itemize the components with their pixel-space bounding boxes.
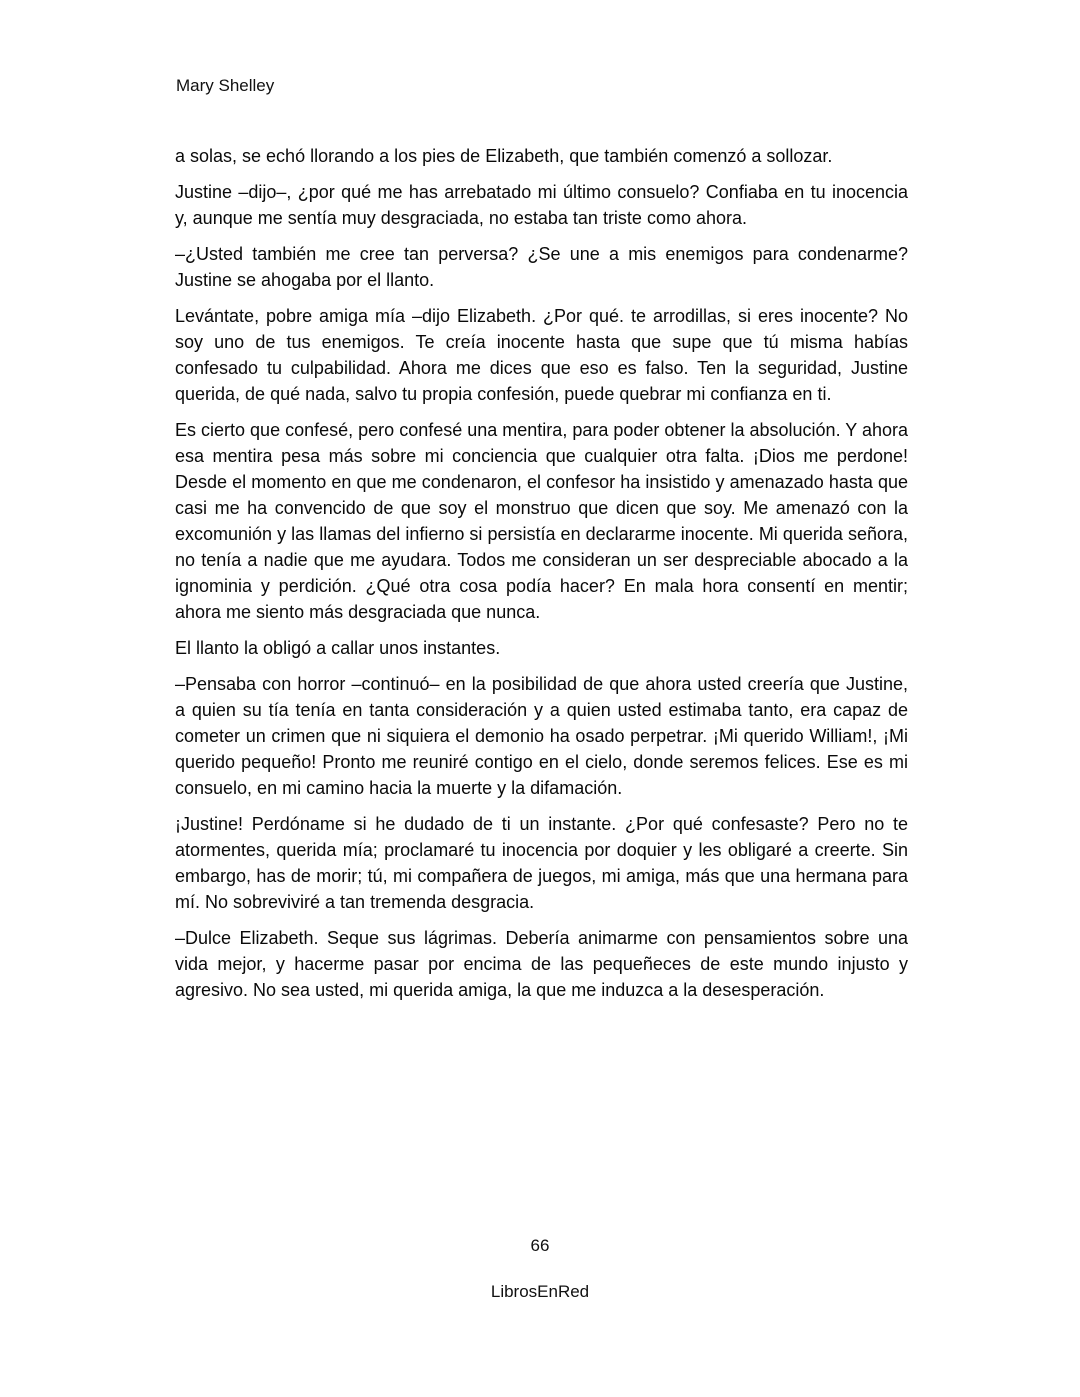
paragraph: a solas, se echó llorando a los pies de Elizabeth, que también comenzó a sollozar. — [175, 146, 833, 166]
paragraph: Levántate, pobre amiga mía –dijo Elizabeth. ¿Por qué. te arrodillas, si eres inocente? No soy uno de tus enemigos. Te creía inocente hasta que supe que tú misma habías confesado tu culpabilidad. Ahora me dices que eso es falso. Ten la seguridad, Justine querida, de qué nada, salvo tu propia confesión, puede quebrar mi confianza en ti. — [175, 306, 908, 404]
paragraph: –Pensaba con horror –continuó– en la posibilidad de que ahora usted creería que Justine, a quien su tía tenía en tanta consideración y a quien usted estimaba tanto, era capaz de cometer un crimen que ni siquiera el demonio ha osado perpetrar. ¡Mi querido William!, ¡Mi querido pequeño! Pronto me reuniré contigo en el cielo, donde seremos felices. Ese es mi consuelo, en mi camino hacia la muerte y la difamación. — [175, 674, 908, 798]
paragraph: Es cierto que confesé, pero confesé una mentira, para poder obtener la absolución. Y ahora esa mentira pesa más sobre mi conciencia que cualquier otra falta. ¡Dios me perdone! Desde el momento en que me condenaron, el confesor ha insistido y amenazado hasta que casi me ha convencido de que soy el monstruo que dicen que soy. Me amenazó con la excomunión y las llamas del infierno si persistía en declararme inocente. Mi querida señora, no tenía a nadie que me ayudara. Todos me consideran un ser despreciable abocado a la ignominia y perdición. ¿Qué otra cosa podía hacer? En mala hora consentí en mentir; ahora me siento más desgraciada que nunca. — [175, 420, 908, 622]
paragraph: El llanto la obligó a callar unos instantes. — [175, 638, 501, 658]
paragraph: ¡Justine! Perdóname si he dudado de ti un instante. ¿Por qué confesaste? Pero no te atormentes, querida mía; proclamaré tu inocencia por doquier y les obligaré a creerte. Sin embargo, has de morir; tú, mi compañera de juegos, mi amiga, más que una hermana para mí. No sobreviviré a tan tremenda desgracia. — [175, 814, 908, 912]
running-header-author: Mary Shelley — [176, 76, 275, 95]
paragraph: –¿Usted también me cree tan perversa? ¿Se une a mis enemigos para condenarme? Justine se ahogaba por el llanto. — [175, 244, 908, 290]
paragraph: Justine –dijo–, ¿por qué me has arrebatado mi último consuelo? Confiaba en tu inocencia y, aunque me sentía muy desgraciada, no estaba tan triste como ahora. — [175, 182, 908, 228]
publisher-imprint: LibrosEnRed — [490, 1282, 590, 1301]
page-number: 66 — [530, 1236, 550, 1255]
paragraph: –Dulce Elizabeth. Seque sus lágrimas. Debería animarme con pensamientos sobre una vida mejor, y hacerme pasar por encima de las pequeñeces de este mundo injusto y agresivo. No sea usted, mi querida amiga, la que me induzca a la desesperación. — [175, 928, 908, 1000]
body-text — [175, 143, 908, 1013]
